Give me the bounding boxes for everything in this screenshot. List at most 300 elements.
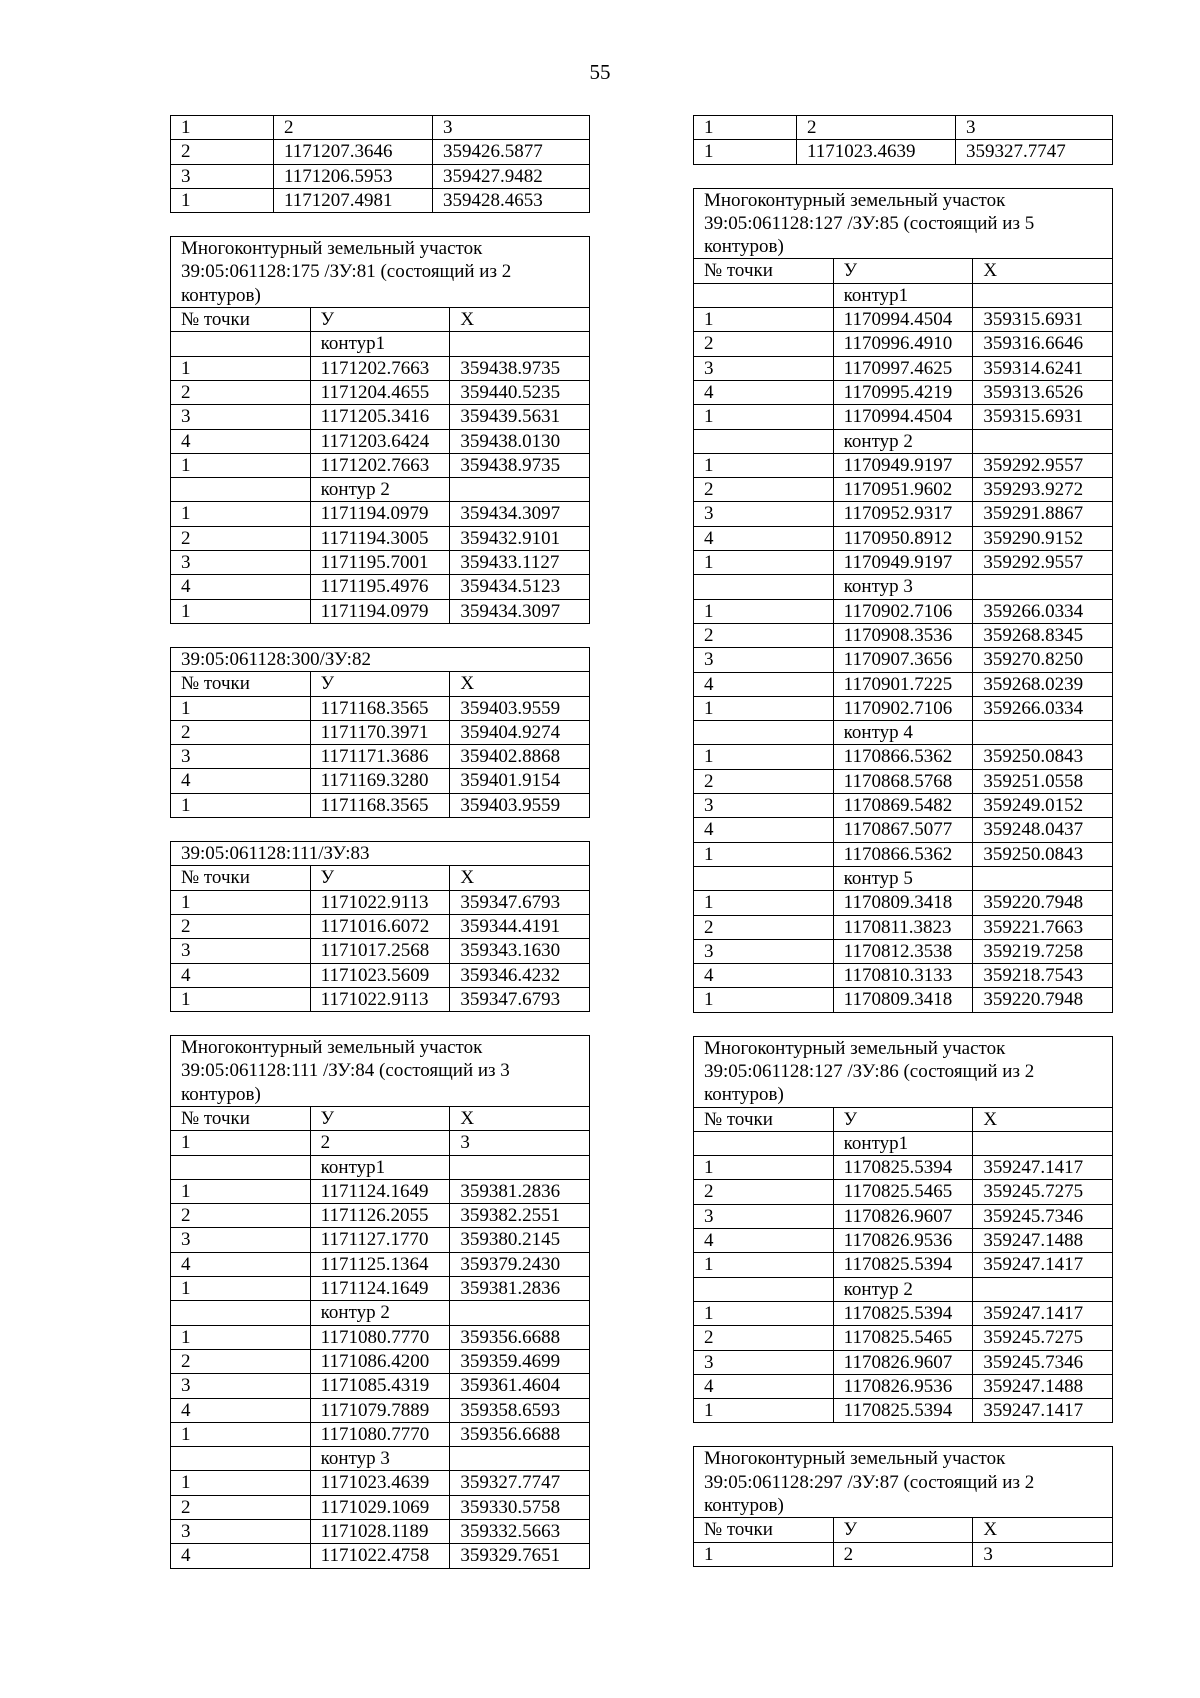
table-row — [171, 793, 590, 817]
y-coordinate-cell: 1170809.3418 — [833, 891, 973, 915]
x-coordinate-cell: 359330.5758 — [450, 1495, 590, 1519]
point-number-cell: № точки — [171, 672, 311, 696]
table-title-row — [171, 842, 590, 866]
coordinates-table — [693, 1446, 1113, 1566]
table-row — [171, 1422, 590, 1446]
table-row — [171, 164, 590, 188]
x-coordinate-cell: 359250.0843 — [973, 745, 1113, 769]
point-number-cell: № точки — [171, 866, 311, 890]
coordinates-table — [693, 115, 1113, 165]
table-title-row — [694, 1447, 1113, 1518]
y-coordinate-cell: 1171124.1649 — [310, 1277, 450, 1301]
point-number-cell — [171, 1155, 311, 1179]
table-row — [694, 1253, 1113, 1277]
point-number-cell: 4 — [171, 575, 311, 599]
x-coordinate-cell: Х — [450, 1106, 590, 1130]
x-coordinate-cell: 359247.1417 — [973, 1301, 1113, 1325]
y-coordinate-cell: 1170994.4504 — [833, 405, 973, 429]
table-title-row — [171, 1036, 590, 1107]
y-coordinate-cell: 1170866.5362 — [833, 745, 973, 769]
x-coordinate-cell: 359401.9154 — [450, 769, 590, 793]
table-row — [171, 1471, 590, 1495]
x-coordinate-cell: 359247.1488 — [973, 1229, 1113, 1253]
y-coordinate-cell: 1170809.3418 — [833, 988, 973, 1012]
point-number-cell: 2 — [171, 720, 311, 744]
point-number-cell: 1 — [694, 599, 834, 623]
y-coordinate-cell: 1171023.5609 — [310, 963, 450, 987]
x-coordinate-cell: 359270.8250 — [973, 648, 1113, 672]
parcel-title: Многоконтурный земельный участок 39:05:061128:127 /ЗУ:86 (состоящий из 2 контуров) — [694, 1036, 1113, 1107]
y-coordinate-cell: 1171194.0979 — [310, 502, 450, 526]
x-coordinate-cell: 359293.9272 — [973, 478, 1113, 502]
table-row — [694, 380, 1113, 404]
x-coordinate-cell: 359248.0437 — [973, 818, 1113, 842]
point-number-cell: 1 — [171, 890, 311, 914]
table-row — [694, 794, 1113, 818]
x-coordinate-cell: 359382.2551 — [450, 1204, 590, 1228]
table-row — [694, 1542, 1113, 1566]
y-coordinate-cell: 1170908.3536 — [833, 623, 973, 647]
table-row — [171, 720, 590, 744]
x-coordinate-cell: 359266.0334 — [973, 599, 1113, 623]
x-coordinate-cell: 359245.7346 — [973, 1350, 1113, 1374]
y-coordinate-cell: 1171079.7889 — [310, 1398, 450, 1422]
y-coordinate-cell: 1171029.1069 — [310, 1495, 450, 1519]
table-row — [171, 1277, 590, 1301]
table-row — [694, 1326, 1113, 1350]
x-coordinate-cell: 359315.6931 — [973, 405, 1113, 429]
point-number-cell — [171, 478, 311, 502]
y-coordinate-cell: контур 5 — [833, 866, 973, 890]
y-coordinate-cell: 1171202.7663 — [310, 356, 450, 380]
x-coordinate-cell: 359292.9557 — [973, 453, 1113, 477]
y-coordinate-cell: 1170997.4625 — [833, 356, 973, 380]
table-row — [694, 308, 1113, 332]
table-row — [694, 672, 1113, 696]
y-coordinate-cell: 1170826.9607 — [833, 1204, 973, 1228]
table-row — [171, 599, 590, 623]
x-coordinate-cell: 359315.6931 — [973, 308, 1113, 332]
y-coordinate-cell: 1171195.4976 — [310, 575, 450, 599]
point-number-cell: 1 — [171, 1277, 311, 1301]
table-row — [694, 842, 1113, 866]
table-row — [694, 1156, 1113, 1180]
point-number-cell: 1 — [694, 1156, 834, 1180]
y-coordinate-cell: 1171125.1364 — [310, 1252, 450, 1276]
y-coordinate-cell: 1170812.3538 — [833, 939, 973, 963]
point-number-cell: 3 — [694, 648, 834, 672]
point-number-cell: 3 — [694, 502, 834, 526]
y-coordinate-cell: 1171204.4655 — [310, 380, 450, 404]
table-row — [694, 1374, 1113, 1398]
point-number-cell — [694, 575, 834, 599]
table-row — [694, 1229, 1113, 1253]
x-coordinate-cell: 3 — [450, 1131, 590, 1155]
parcel-title: Многоконтурный земельный участок 39:05:061128:127 /ЗУ:85 (состоящий из 5 контуров) — [694, 188, 1113, 259]
table-row — [694, 502, 1113, 526]
x-coordinate-cell: 359347.6793 — [450, 987, 590, 1011]
x-coordinate-cell — [973, 866, 1113, 890]
x-coordinate-cell: 359359.4699 — [450, 1349, 590, 1373]
y-coordinate-cell: 2 — [310, 1131, 450, 1155]
table-row — [171, 478, 590, 502]
point-number-cell: 1 — [694, 405, 834, 429]
y-coordinate-cell: контур1 — [310, 1155, 450, 1179]
table-row — [171, 332, 590, 356]
x-coordinate-cell: 359432.9101 — [450, 526, 590, 550]
x-coordinate-cell: 359433.1127 — [450, 551, 590, 575]
table-row — [694, 769, 1113, 793]
x-coordinate-cell: 359439.5631 — [450, 405, 590, 429]
point-number-cell: 4 — [171, 429, 311, 453]
y-coordinate-cell: 1170907.3656 — [833, 648, 973, 672]
x-coordinate-cell: 359347.6793 — [450, 890, 590, 914]
x-coordinate-cell: 359356.6688 — [450, 1325, 590, 1349]
point-number-cell: 1 — [171, 1179, 311, 1203]
x-coordinate-cell: 359245.7346 — [973, 1204, 1113, 1228]
point-number-cell — [694, 1277, 834, 1301]
point-number-cell: 3 — [694, 794, 834, 818]
table-row — [171, 1520, 590, 1544]
point-number-cell: 1 — [171, 1422, 311, 1446]
table-row — [171, 1179, 590, 1203]
x-coordinate-cell — [973, 429, 1113, 453]
point-number-cell: 1 — [694, 745, 834, 769]
point-number-cell: 1 — [694, 1399, 834, 1423]
parcel-title: Многоконтурный земельный участок 39:05:061128:297 /ЗУ:87 (состоящий из 2 контуров) — [694, 1447, 1113, 1518]
y-coordinate-cell: У — [833, 259, 973, 283]
table-row — [694, 1180, 1113, 1204]
x-coordinate-cell: Х — [973, 1518, 1113, 1542]
x-coordinate-cell: 359356.6688 — [450, 1422, 590, 1446]
table-row — [694, 1277, 1113, 1301]
coordinates-table — [170, 115, 590, 213]
point-number-cell: 1 — [694, 1542, 834, 1566]
point-number-cell: 2 — [171, 1204, 311, 1228]
x-coordinate-cell: 359290.9152 — [973, 526, 1113, 550]
x-coordinate-cell — [450, 1447, 590, 1471]
table-row — [694, 939, 1113, 963]
table-row — [694, 1204, 1113, 1228]
table-row — [171, 890, 590, 914]
x-coordinate-cell: 359220.7948 — [973, 891, 1113, 915]
x-coordinate-cell: 359379.2430 — [450, 1252, 590, 1276]
y-coordinate-cell: 1170826.9536 — [833, 1374, 973, 1398]
y-coordinate-cell: 1171126.2055 — [310, 1204, 450, 1228]
table-row — [694, 526, 1113, 550]
table-row — [171, 188, 590, 212]
table-row — [171, 526, 590, 550]
point-number-cell: 3 — [694, 939, 834, 963]
y-coordinate-cell: 2 — [833, 1542, 973, 1566]
y-coordinate-cell: 1171171.3686 — [310, 745, 450, 769]
table-row — [171, 963, 590, 987]
x-coordinate-cell: 359247.1417 — [973, 1156, 1113, 1180]
x-coordinate-cell: 359434.3097 — [450, 599, 590, 623]
point-number-cell: № точки — [694, 1107, 834, 1131]
x-coordinate-cell: 359327.7747 — [956, 140, 1113, 164]
page-number: 55 — [589, 60, 611, 84]
point-number-cell — [694, 721, 834, 745]
point-number-cell: 1 — [171, 116, 274, 140]
point-number-cell: 3 — [171, 1228, 311, 1252]
y-coordinate-cell: контур 3 — [833, 575, 973, 599]
x-coordinate-cell: 359251.0558 — [973, 769, 1113, 793]
x-coordinate-cell: 359268.8345 — [973, 623, 1113, 647]
point-number-cell: 1 — [171, 188, 274, 212]
table-row — [694, 575, 1113, 599]
table-row — [171, 380, 590, 404]
point-number-cell: 4 — [694, 1374, 834, 1398]
coordinates-table — [693, 188, 1113, 1013]
point-number-cell — [694, 866, 834, 890]
table-row — [171, 453, 590, 477]
table-gap — [170, 818, 590, 841]
x-coordinate-cell: 3 — [956, 116, 1113, 140]
table-row — [694, 1350, 1113, 1374]
point-number-cell: 2 — [171, 1349, 311, 1373]
y-coordinate-cell: 1171206.5953 — [274, 164, 433, 188]
x-coordinate-cell: 359403.9559 — [450, 793, 590, 817]
table-row — [694, 623, 1113, 647]
table-row — [171, 1106, 590, 1130]
point-number-cell: 3 — [171, 405, 311, 429]
x-coordinate-cell: 359438.9735 — [450, 453, 590, 477]
y-coordinate-cell: 2 — [797, 116, 956, 140]
parcel-title: Многоконтурный земельный участок 39:05:061128:111 /ЗУ:84 (состоящий из 3 контуров) — [171, 1036, 590, 1107]
point-number-cell: 1 — [694, 453, 834, 477]
y-coordinate-cell: контур1 — [833, 1131, 973, 1155]
y-coordinate-cell: 1170950.8912 — [833, 526, 973, 550]
y-coordinate-cell: 1171168.3565 — [310, 793, 450, 817]
point-number-cell: 1 — [694, 551, 834, 575]
table-title-row — [694, 1036, 1113, 1107]
coordinates-table — [170, 1035, 590, 1569]
y-coordinate-cell: 1171127.1770 — [310, 1228, 450, 1252]
x-coordinate-cell: 359220.7948 — [973, 988, 1113, 1012]
coordinates-table — [693, 1036, 1113, 1424]
point-number-cell: 1 — [694, 308, 834, 332]
y-coordinate-cell: 1170949.9197 — [833, 551, 973, 575]
table-row — [694, 1301, 1113, 1325]
point-number-cell: 3 — [171, 551, 311, 575]
point-number-cell: 1 — [171, 793, 311, 817]
point-number-cell: 2 — [694, 478, 834, 502]
point-number-cell — [694, 283, 834, 307]
point-number-cell: 1 — [171, 599, 311, 623]
point-number-cell: 1 — [694, 1253, 834, 1277]
table-row — [694, 988, 1113, 1012]
point-number-cell — [171, 1447, 311, 1471]
point-number-cell: 4 — [171, 1252, 311, 1276]
y-coordinate-cell: У — [833, 1107, 973, 1131]
x-coordinate-cell: 359245.7275 — [973, 1180, 1113, 1204]
table-row — [694, 1399, 1113, 1423]
point-number-cell: 1 — [171, 453, 311, 477]
x-coordinate-cell: 359316.6646 — [973, 332, 1113, 356]
x-coordinate-cell — [973, 283, 1113, 307]
point-number-cell: 2 — [171, 140, 274, 164]
table-row — [171, 502, 590, 526]
y-coordinate-cell: 1171169.3280 — [310, 769, 450, 793]
table-row — [171, 551, 590, 575]
table-row — [171, 939, 590, 963]
coordinates-table — [170, 647, 590, 818]
point-number-cell: 1 — [171, 696, 311, 720]
y-coordinate-cell: 1171028.1189 — [310, 1520, 450, 1544]
table-row — [171, 356, 590, 380]
y-coordinate-cell: 1171022.9113 — [310, 890, 450, 914]
x-coordinate-cell: 359427.9482 — [433, 164, 590, 188]
x-coordinate-cell: 359434.5123 — [450, 575, 590, 599]
y-coordinate-cell: 1170826.9536 — [833, 1229, 973, 1253]
point-number-cell: 2 — [694, 1326, 834, 1350]
table-row — [171, 429, 590, 453]
coordinates-table — [170, 236, 590, 624]
table-row — [694, 915, 1113, 939]
x-coordinate-cell: Х — [450, 672, 590, 696]
x-coordinate-cell: 359426.5877 — [433, 140, 590, 164]
y-coordinate-cell: 1170825.5394 — [833, 1253, 973, 1277]
y-coordinate-cell: 1171195.7001 — [310, 551, 450, 575]
y-coordinate-cell: 1170825.5465 — [833, 1326, 973, 1350]
point-number-cell: 3 — [171, 939, 311, 963]
y-coordinate-cell: 1170951.9602 — [833, 478, 973, 502]
table-row — [694, 866, 1113, 890]
table-row — [171, 769, 590, 793]
y-coordinate-cell: 1170949.9197 — [833, 453, 973, 477]
point-number-cell: 3 — [171, 745, 311, 769]
x-coordinate-cell: 359438.9735 — [450, 356, 590, 380]
point-number-cell: 4 — [171, 1398, 311, 1422]
x-coordinate-cell: 359332.5663 — [450, 1520, 590, 1544]
x-coordinate-cell — [973, 1277, 1113, 1301]
table-gap — [170, 213, 590, 236]
table-row — [171, 1155, 590, 1179]
point-number-cell: 4 — [171, 963, 311, 987]
table-row — [171, 140, 590, 164]
table-row — [171, 696, 590, 720]
x-coordinate-cell: 359291.8867 — [973, 502, 1113, 526]
x-coordinate-cell: 359218.7543 — [973, 964, 1113, 988]
x-coordinate-cell: 359245.7275 — [973, 1326, 1113, 1350]
point-number-cell: 3 — [694, 1350, 834, 1374]
y-coordinate-cell: У — [310, 308, 450, 332]
point-number-cell: 1 — [694, 116, 797, 140]
x-coordinate-cell: 359403.9559 — [450, 696, 590, 720]
table-row — [694, 1518, 1113, 1542]
table-gap — [693, 165, 1113, 188]
x-coordinate-cell — [973, 721, 1113, 745]
y-coordinate-cell: 1170995.4219 — [833, 380, 973, 404]
y-coordinate-cell: 1171080.7770 — [310, 1325, 450, 1349]
point-number-cell: 1 — [694, 696, 834, 720]
table-row — [694, 259, 1113, 283]
table-row — [171, 1228, 590, 1252]
y-coordinate-cell: 1171023.4639 — [797, 140, 956, 164]
table-row — [694, 453, 1113, 477]
y-coordinate-cell: 1170952.9317 — [833, 502, 973, 526]
y-coordinate-cell: 1170825.5394 — [833, 1399, 973, 1423]
table-row — [171, 987, 590, 1011]
y-coordinate-cell: У — [310, 866, 450, 890]
table-row — [171, 1349, 590, 1373]
y-coordinate-cell: контур 3 — [310, 1447, 450, 1471]
x-coordinate-cell: 359361.4604 — [450, 1374, 590, 1398]
y-coordinate-cell: контур 2 — [833, 429, 973, 453]
table-gap — [693, 1013, 1113, 1036]
table-row — [171, 672, 590, 696]
x-coordinate-cell — [450, 1301, 590, 1325]
table-row — [694, 721, 1113, 745]
y-coordinate-cell: контур 2 — [833, 1277, 973, 1301]
point-number-cell: 4 — [694, 1229, 834, 1253]
x-coordinate-cell: 359327.7747 — [450, 1471, 590, 1495]
y-coordinate-cell: 1171170.3971 — [310, 720, 450, 744]
point-number-cell: 3 — [171, 164, 274, 188]
table-row — [694, 405, 1113, 429]
y-coordinate-cell: 1170902.7106 — [833, 696, 973, 720]
y-coordinate-cell: 1171086.4200 — [310, 1349, 450, 1373]
table-row — [171, 1301, 590, 1325]
point-number-cell: № точки — [694, 259, 834, 283]
table-row — [171, 405, 590, 429]
x-coordinate-cell: 359402.8868 — [450, 745, 590, 769]
point-number-cell: 2 — [171, 380, 311, 404]
x-coordinate-cell: 359404.9274 — [450, 720, 590, 744]
table-title-row — [171, 647, 590, 671]
y-coordinate-cell: 1170867.5077 — [833, 818, 973, 842]
x-coordinate-cell: 3 — [973, 1542, 1113, 1566]
point-number-cell: № точки — [694, 1518, 834, 1542]
y-coordinate-cell: 1170996.4910 — [833, 332, 973, 356]
table-row — [694, 964, 1113, 988]
point-number-cell: 3 — [171, 1520, 311, 1544]
table-row — [171, 1544, 590, 1568]
x-coordinate-cell: 359292.9557 — [973, 551, 1113, 575]
table-gap — [170, 1012, 590, 1035]
y-coordinate-cell: У — [833, 1518, 973, 1542]
table-row — [694, 356, 1113, 380]
table-row — [171, 1374, 590, 1398]
y-coordinate-cell: У — [310, 1106, 450, 1130]
table-row — [171, 745, 590, 769]
y-coordinate-cell: контур 2 — [310, 1301, 450, 1325]
table-title-row — [694, 188, 1113, 259]
table-row — [694, 648, 1113, 672]
point-number-cell: 2 — [694, 332, 834, 356]
table-row — [171, 866, 590, 890]
table-row — [171, 1204, 590, 1228]
table-row — [694, 116, 1113, 140]
point-number-cell: 1 — [171, 356, 311, 380]
table-row — [694, 891, 1113, 915]
y-coordinate-cell: 1170825.5394 — [833, 1156, 973, 1180]
x-coordinate-cell: 359438.0130 — [450, 429, 590, 453]
point-number-cell: 3 — [171, 1374, 311, 1398]
y-coordinate-cell: У — [310, 672, 450, 696]
y-coordinate-cell: 1171023.4639 — [310, 1471, 450, 1495]
x-coordinate-cell: 359346.4232 — [450, 963, 590, 987]
point-number-cell: 1 — [171, 502, 311, 526]
left-column — [170, 115, 590, 1569]
y-coordinate-cell: контур1 — [833, 283, 973, 307]
point-number-cell: 3 — [694, 1204, 834, 1228]
y-coordinate-cell: 1171194.0979 — [310, 599, 450, 623]
y-coordinate-cell: 1170902.7106 — [833, 599, 973, 623]
table-row — [694, 599, 1113, 623]
x-coordinate-cell: 359219.7258 — [973, 939, 1113, 963]
